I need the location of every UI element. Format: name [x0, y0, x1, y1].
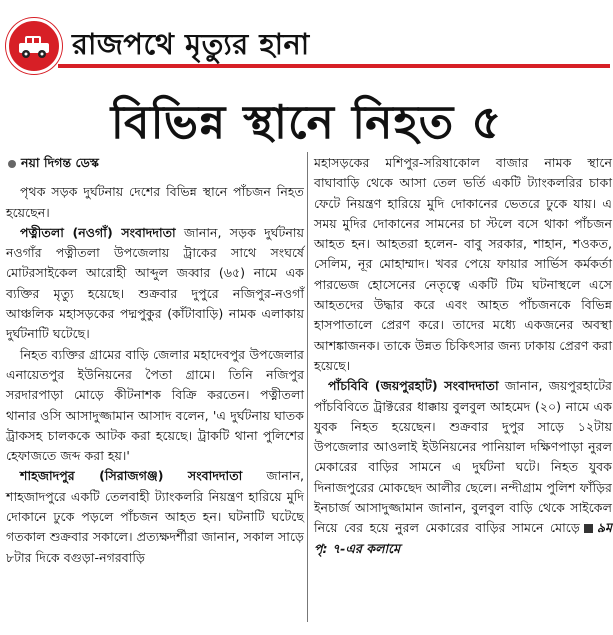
continuation-text: ৯ম পৃ: ৭-এর কলামে [314, 520, 612, 556]
headline: বিভিন্ন স্থানে নিহত ৫ [110, 95, 503, 149]
article-column-left [6, 153, 304, 568]
paragraph-text: জানান, জয়পুরহাটের পাঁচবিবিতে ট্রাক্টরের ধাক্কায় বুলবুল আহমেদ (২০) নামে এক যুবক নিহত হয়েছেন। শুক্রবার দুপুর সাড়ে ১২টায় উপজেলার আওলাই ইউনিয়নের পানিয়াল দক্ষিণপাড়া নুরল মেকারের বাড়ির সামনে এ দুর্ঘটনা ঘটে। নিহত যুবক দিনাজপুরের মোকছেদ আলীর ছেলে। নন্দীগ্রাম পুলিশ ফাঁড়ির ইনচার্জ আসাদুজ্জামান জানান, বুলবুল বাড়ি থেকে সাইকেল নিয়ে বের হয়ে নুরল মেকারের বাড়ির সামনে মোড়ে [314, 378, 612, 536]
dateline-shahjadpur: শাহজাদপুর (সিরাজগঞ্জ) সংবাদদাতা [20, 468, 243, 484]
section-rule [58, 64, 610, 68]
accident-logo-icon [6, 18, 62, 74]
paragraph-text: জানান, সড়ক দুর্ঘটনায় নওগাঁর পত্নীতলা উপজেলায় ট্রাকের সাথে সংঘর্ষে মোটরসাইকেল আরোহী আব্দুল জব্বার (৬৫) নামে এক ব্যক্তির মৃত্যু হয়েছে। শুক্রবার দুপুরে নজিপুর-নওগাঁ আঞ্চলিক মহাসড়কের পদ্মপুকুর (কাঁটাবাড়ি) নামক এলাকায় দুর্ঘটনাটি ঘটেছে। [6, 224, 304, 342]
paragraph-text: জানান, শাহজাদপুরে একটি তেলবাহী ট্যাংকলরি নিয়ন্ত্রণ হারিয়ে মুদি দোকানে ঢুকে পড়লে পাঁচজন আহত হন। ঘটনাটি ঘটেছে গতকাল শুক্রবার সকালে। প্রত্যক্ষদর্শীরা জানান, সকাল সাড়ে ৮টার দিকে বগুড়া-নগরবাড়ি [6, 468, 304, 565]
paragraph-victim: নিহত ব্যক্তির গ্রামের বাড়ি জেলার মহাদেবপুর উপজেলার এনায়েতপুর ইউনিয়নের পৈতা গ্রামে। তিনি নজিপুর সরদারপাড়া মোড়ে কীটনাশক বিক্রি করতেন। পত্নীতলা থানার ওসি আসাদুজ্জামান আসাদ বলেন, 'এ দুর্ঘটনায় ঘাতক ট্রাকসহ চালককে আটক করা হয়েছে। ট্রাকটি থানা পুলিশের হেফাজতে জব্দ করা হয়।' [6, 346, 304, 464]
article-column-right [314, 153, 612, 559]
byline-text: নয়া দিগন্ত ডেস্ক [21, 155, 99, 170]
paragraph-panchbibi [314, 376, 612, 559]
section-header [0, 0, 613, 70]
square-marker-icon [584, 524, 593, 533]
column-divider [307, 152, 308, 622]
intro-paragraph: পৃথক সড়ক দুর্ঘটনায় দেশের বিভিন্ন স্থানে পাঁচজন নিহত হয়েছেন। [6, 184, 304, 220]
paragraph-patnitala [6, 223, 304, 345]
byline [6, 153, 304, 173]
bullet-icon [8, 160, 16, 168]
paragraph-shahjadpur [6, 466, 304, 567]
dateline-patnitala: পত্নীতলা (নওগাঁ) সংবাদদাতা [20, 224, 176, 240]
section-title: রাজপথে মৃত্যুর হানা [72, 27, 310, 61]
paragraph-tanker: মহাসড়কের মশিপুর-সরিষাকোল বাজার নামক স্থানে বাঘাবাড়ি থেকে আসা তেল ভর্তি একটি ট্যাংকলরির চাকা ফেটে নিয়ন্ত্রণ হারিয়ে মুদি দোকানের ভেতরে ঢুকে যায়। এ সময় মুদির দোকানের সামনের চা স্টলে বসে থাকা পাঁচজন আহত হন। আহতরা হলেন- বাবু সরকার, শাহান, শওকত, সেলিম, নূর মোহাম্মাদ। খবর পেয়ে ফায়ার সার্ভিস কর্মকর্তা পারভেজ হোসেনের নেতৃত্বে একটি টিম ঘটনাস্থলে এসে আহতদের উদ্ধার করে এবং আহত পাঁচজনকে বিভিন্ন হাসপাতালে প্রেরণ করে। তাদের মধ্যে একজনের অবস্থা আশঙ্কাজনক। তাকে উন্নত চিকিৎসার জন্য ঢাকায় প্রেরণ করা হয়েছে। [314, 155, 612, 373]
car-icon [9, 21, 59, 71]
dateline-panchbibi: পাঁচবিবি (জয়পুরহাট) সংবাদদাতা [328, 378, 499, 394]
